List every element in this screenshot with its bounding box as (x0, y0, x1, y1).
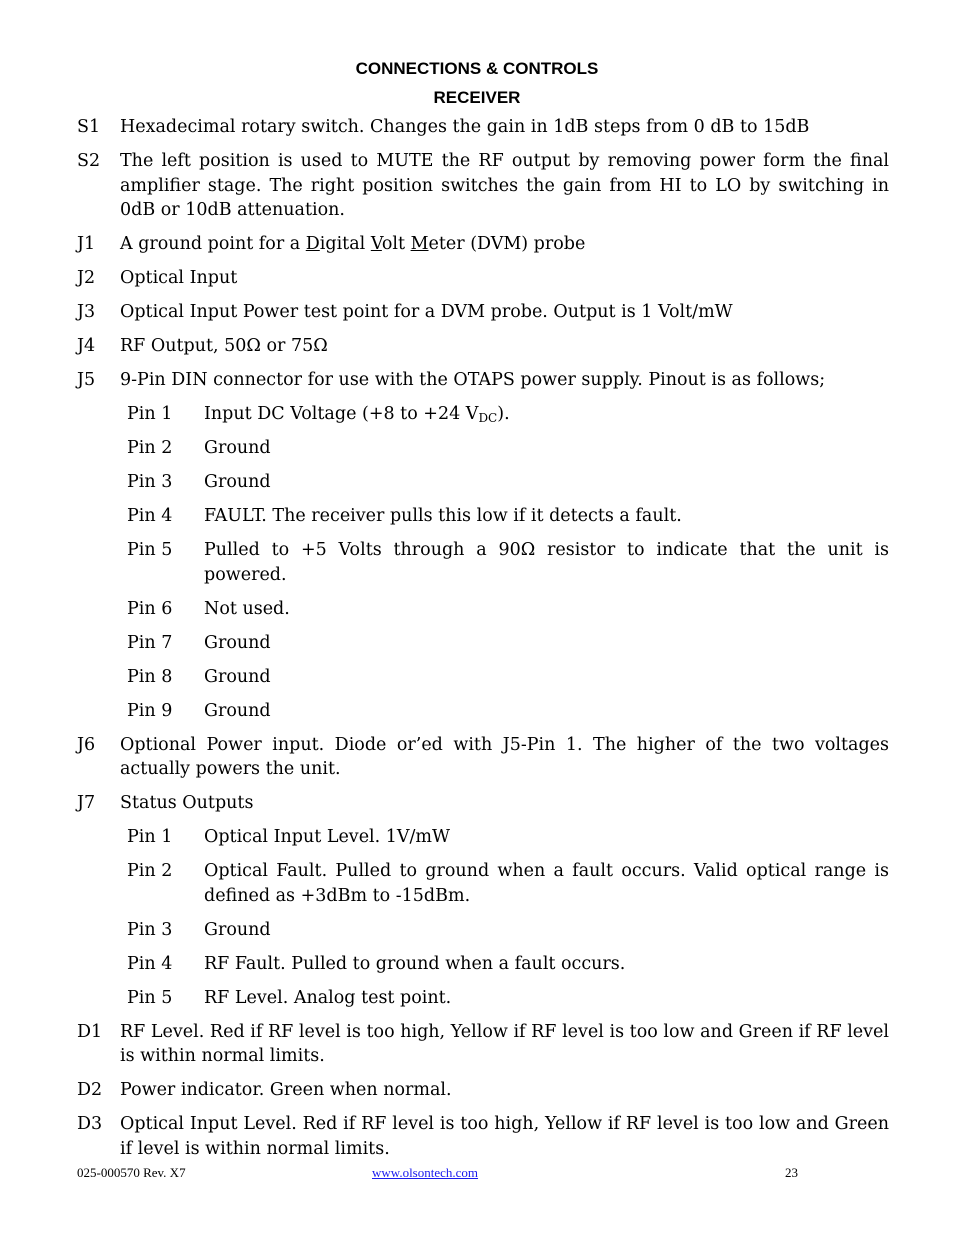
pin-text: Ground (204, 632, 271, 653)
pin-row (77, 538, 889, 587)
footer-website-link[interactable]: www.olsontech.com (372, 1165, 479, 1180)
item-s2 (77, 149, 889, 223)
pin-text: Not used. (204, 598, 290, 619)
pin-text: Ground (204, 919, 271, 940)
pin-label: Pin 2 (127, 861, 173, 881)
pin-row (77, 665, 889, 690)
item-text: A ground point for a Digital Volt Meter (DVM) probe (120, 234, 586, 254)
item-code: D1 (77, 1021, 103, 1042)
item-j4 (77, 334, 889, 359)
item-j5 (77, 368, 889, 393)
item-j2 (77, 266, 889, 291)
item-code: D3 (77, 1114, 103, 1134)
pin-text: Optical Fault. Pulled to ground when a fault occurs. Valid optical range is defined as +3dBm to -15dBm. (204, 861, 889, 906)
item-code: J4 (77, 336, 96, 356)
footer-doc-number: 025-000570 Rev. X7 (77, 1165, 186, 1180)
item-j1 (77, 232, 889, 257)
pin-row (77, 952, 889, 977)
item-code: J1 (77, 234, 96, 254)
pin-text: Input DC Voltage (+8 to +24 $V_{DC}$). (204, 404, 510, 425)
pin-text: RF Level. Analog test point. (204, 987, 452, 1008)
item-text: Hexadecimal rotary switch. Changes the gain in 1dB steps from 0 dB to 15dB (120, 117, 810, 137)
pin-label: Pin 5 (127, 540, 173, 560)
pin-row (77, 402, 889, 427)
page-title: CONNECTIONS & CONTROLS (355, 59, 599, 78)
pin-label: Pin 1 (127, 404, 173, 424)
item-text: Optional Power input. Diode or’ed with J5-Pin 1. The higher of the two voltages actually powers the unit. (120, 734, 889, 779)
item-text: 9-Pin DIN connector for use with the OTAPS power supply. Pinout is as follows; (120, 370, 826, 390)
pin-text: Ground (204, 666, 271, 687)
item-d1 (77, 1020, 889, 1069)
pin-label: Pin 2 (127, 438, 173, 458)
pin-text: RF Fault. Pulled to ground when a fault occurs. (204, 953, 626, 974)
pin-row (77, 986, 889, 1011)
item-d3 (77, 1112, 889, 1161)
item-j7 (77, 791, 889, 816)
item-code: D2 (77, 1080, 103, 1100)
item-text: Status Outputs (120, 793, 254, 813)
item-text: RF Output, 50Ω or 75Ω (120, 336, 328, 356)
pin-row (77, 504, 889, 529)
item-d2 (77, 1078, 889, 1103)
pin-label: Pin 6 (127, 598, 173, 619)
pin-row (77, 631, 889, 656)
item-text: The left position is used to MUTE the RF output by removing power form the final amplifier stage. The right position switches the gain from HI to LO by switching in 0dB or 10dB attenuation. (120, 151, 889, 220)
connections-list (77, 115, 889, 1161)
pin-row (77, 436, 889, 461)
pin-row (77, 597, 889, 622)
pin-text: FAULT. The receiver pulls this low if it detects a fault. (204, 506, 682, 526)
item-text: RF Level. Red if RF level is too high, Yellow if RF level is too low and Green if RF level is within normal limits. (120, 1021, 889, 1066)
pin-row (77, 859, 889, 908)
section-subtitle: RECEIVER (433, 88, 521, 107)
item-text: Optical Input Power test point for a DVM probe. Output is 1 Volt/mW (120, 302, 733, 322)
pin-row (77, 825, 889, 850)
pin-text: Ground (204, 700, 271, 721)
item-code: J3 (77, 302, 96, 322)
pin-text: Pulled to +5 Volts through a 90Ω resistor to indicate that the unit is powered. (204, 540, 889, 585)
footer-page-number: 23 (785, 1165, 798, 1180)
pin-label: Pin 8 (127, 666, 173, 687)
item-j6 (77, 733, 889, 782)
pin-text: Optical Input Level. 1V/mW (204, 827, 451, 847)
pin-row (77, 699, 889, 724)
pin-label: Pin 4 (127, 506, 173, 526)
item-code: J2 (77, 268, 96, 288)
item-code: J7 (77, 793, 96, 813)
item-text: Optical Input Level. Red if RF level is too high, Yellow if RF level is too low and Green if level is within normal limits. (120, 1114, 889, 1159)
pin-text: Ground (204, 438, 271, 458)
pin-label: Pin 9 (127, 700, 173, 721)
item-code: S1 (77, 117, 101, 137)
pin-row (77, 470, 889, 495)
item-code: J6 (77, 734, 96, 755)
pin-label: Pin 3 (127, 472, 173, 492)
item-text: Optical Input (120, 268, 238, 288)
item-j3 (77, 300, 889, 325)
pin-text: Ground (204, 472, 271, 492)
item-code: J5 (77, 370, 96, 390)
pin-row (77, 918, 889, 943)
item-code: S2 (77, 151, 101, 171)
pin-label: Pin 1 (127, 827, 173, 847)
item-text: Power indicator. Green when normal. (120, 1080, 452, 1100)
pin-label: Pin 7 (127, 632, 173, 653)
pin-label: Pin 4 (127, 953, 173, 974)
pin-label: Pin 3 (127, 919, 173, 940)
item-s1 (77, 115, 889, 140)
pin-label: Pin 5 (127, 987, 173, 1008)
